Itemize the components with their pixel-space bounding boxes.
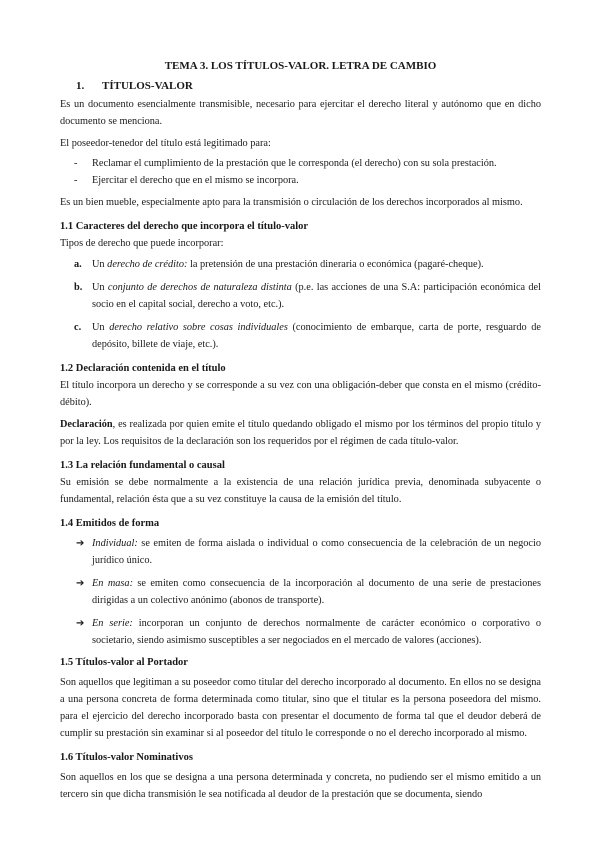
- subsection-1-2-heading: 1.2 Declaración contenida en el título: [60, 363, 226, 374]
- emission-form-list: [60, 535, 541, 649]
- dash-bullet: -: [74, 175, 78, 186]
- list-item: ➔ Individual: se emiten de forma aislada o individual o como consecuencia de la celebración de un negocio jurídico único.: [60, 535, 541, 569]
- subsection-1-3-paragraph: Su emisión se debe normalmente a la existencia de una relación jurídica previa, denominada subyacente o fundamental, relación ésta que a su vez constituye la causa de la emisión del título.: [60, 477, 541, 505]
- section-1-paragraph-2: El poseedor-tenedor del título está legitimado para:: [60, 138, 271, 149]
- subsection-1-5-paragraph: Son aquellos que legitiman a su poseedor como titular del derecho incorporado al documento. En ellos no se designa a una persona concreta de forma determinada como titular, sino que el titular es la persona poseedora del mismo. para el ejercicio del derecho incorporado basta con presentar el documento de forma tal que el deudor deberá de cumplir su prestación sin examinar si al poseedor del título le corresponde o no el derecho incorporado al mismo.: [60, 677, 541, 739]
- section-1-heading: [60, 78, 541, 94]
- dash-bullet: -: [74, 158, 78, 169]
- arrow-icon: ➔: [76, 618, 85, 629]
- subsection-1-3-heading: 1.3 La relación fundamental o causal: [60, 460, 225, 471]
- subsection-1-2: [60, 361, 541, 450]
- subsection-1-2-paragraph-1: El título incorpora un derecho y se corresponde a su vez con una obligación-deber que consta en el mismo (crédito-débito).: [60, 380, 541, 408]
- arrow-icon: ➔: [76, 538, 85, 549]
- list-item: a. Un derecho de crédito: la pretensión de una prestación dineraria o económica (pagaré-cheque).: [74, 259, 484, 270]
- list-item: ➔ En serie: incorporan un conjunto de derechos normalmente de carácter económico o corporativo o societario, siendo asimismo susceptibles a ser negociados en el mercado de valores (acciones).: [60, 615, 541, 649]
- list-item: ➔ En masa: se emiten como consecuencia de la incorporación al documento de una serie de prestaciones dirigidas a un colectivo anónimo (abonos de transporte).: [60, 575, 541, 609]
- section-1-dash-list: [60, 155, 541, 189]
- list-item: b. Un conjunto de derechos de naturaleza distinta (p.e. las acciones de una S.A: participación económica del socio en el capital social, derecho a voto, etc.).: [74, 282, 541, 310]
- list-item: - Ejercitar el derecho que en el mismo se incorpora.: [60, 172, 541, 189]
- subsection-1-4-heading: 1.4 Emitidos de forma: [60, 518, 160, 529]
- document-title: TEMA 3. LOS TÍTULOS-VALOR. LETRA DE CAMBIO: [164, 60, 437, 72]
- subsection-1-4: [60, 516, 541, 649]
- subsection-1-5: [60, 655, 541, 742]
- section-1-paragraph-1: Es un documento esencialmente transmisible, necesario para ejercitar el derecho literal y autónomo que en dicho documento se menciona.: [60, 99, 541, 127]
- subsection-1-1-heading: 1.1 Caracteres del derecho que incorpora el título-valor: [60, 221, 309, 232]
- document-page: [60, 58, 541, 808]
- subsection-1-1-intro: Tipos de derecho que puede incorporar:: [60, 238, 224, 249]
- rights-type-list: [60, 256, 541, 353]
- subsection-1-6-paragraph: Son aquellos en los que se designa a una persona determinada y concreta, no pudiendo ser el mismo emitido a un tercero sin que dicha transmisión le sea notificada al deudor de la prestación que se documenta, siendo: [60, 772, 541, 800]
- arrow-icon: ➔: [76, 578, 85, 589]
- subsection-1-5-heading: 1.5 Títulos-valor al Portador: [60, 657, 188, 668]
- section-1-paragraph-3: Es un bien mueble, especialmente apto para la transmisión o circulación de los derechos incorporados al mismo.: [60, 197, 523, 208]
- subsection-1-3: [60, 458, 541, 508]
- list-item: c. Un derecho relativo sobre cosas individuales (conocimiento de embarque, carta de porte, resguardo de depósito, billete de viaje, etc.).: [74, 322, 541, 350]
- subsection-1-1: [60, 219, 541, 353]
- subsection-1-6-heading: 1.6 Títulos-valor Nominativos: [60, 752, 193, 763]
- section-1-title: TÍTULOS-VALOR: [102, 80, 193, 92]
- section-1-number: 1.: [76, 80, 85, 92]
- list-item: - Reclamar el cumplimiento de la prestación que le corresponda (el derecho) con su sola prestación.: [60, 155, 541, 172]
- subsection-1-6: [60, 750, 541, 803]
- subsection-1-2-paragraph-2: Declaración, es realizada por quien emite el título quedando obligado el mismo por los términos del propio título y por la ley. Los requisitos de la declaración son los requeridos por el régimen de cada título-valor.: [60, 419, 541, 447]
